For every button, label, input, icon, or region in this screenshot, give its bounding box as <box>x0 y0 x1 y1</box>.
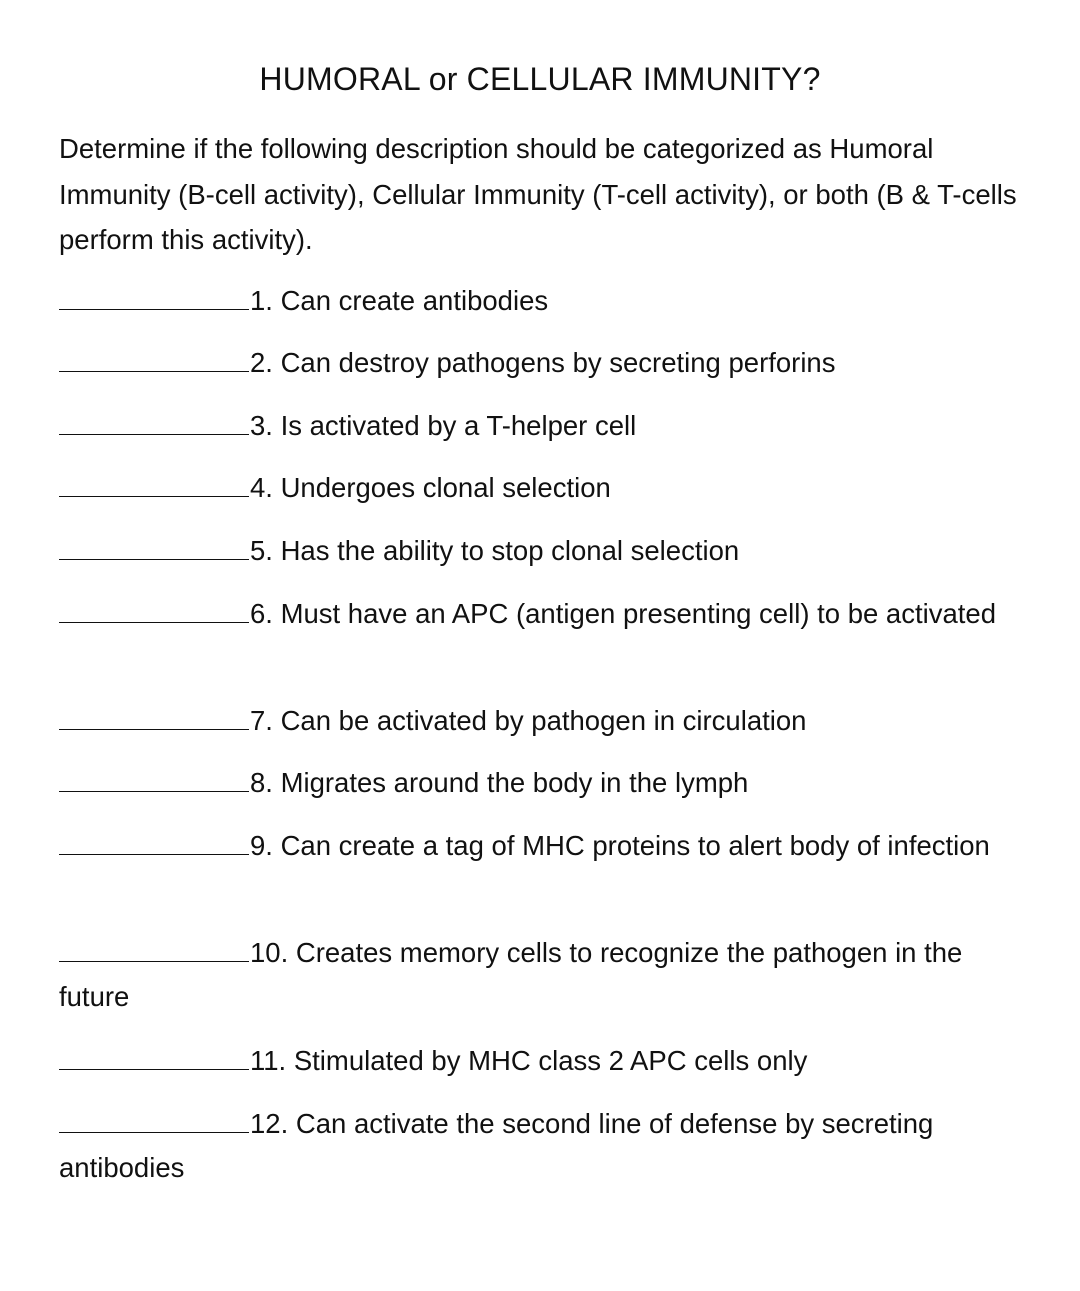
question-item <box>59 761 1034 805</box>
answer-blank[interactable] <box>59 466 249 497</box>
question-item <box>59 466 1034 510</box>
question-text: 3. Is activated by a T-helper cell <box>250 410 637 441</box>
instructions-paragraph: Determine if the following description should be categorized as Humoral Immunity (B-cell activity), Cellular Immunity (T-cell activity), or both (B & T-cells perform this activity). <box>59 133 1017 255</box>
answer-blank[interactable] <box>59 699 249 730</box>
question-item <box>59 529 1034 573</box>
question-item <box>59 824 1034 868</box>
question-text: 6. Must have an APC (antigen presenting cell) to be activated <box>250 598 996 629</box>
question-item <box>59 699 1034 743</box>
worksheet-title: HUMORAL or CELLULAR IMMUNITY? <box>259 61 821 97</box>
answer-blank[interactable] <box>59 404 249 435</box>
answer-blank[interactable] <box>59 1039 249 1070</box>
answer-blank[interactable] <box>59 1102 249 1133</box>
answer-blank[interactable] <box>59 341 249 372</box>
answer-blank[interactable] <box>59 529 249 560</box>
question-text: 12. Can activate the second line of defense by secreting antibodies <box>59 1108 934 1183</box>
question-text: 2. Can destroy pathogens by secreting perforins <box>250 347 836 378</box>
question-text: 10. Creates memory cells to recognize the pathogen in the future <box>59 937 963 1012</box>
answer-blank[interactable] <box>59 761 249 792</box>
question-item <box>59 404 1034 448</box>
question-item <box>59 931 1034 1019</box>
answer-blank[interactable] <box>59 592 249 623</box>
question-text: 1. Can create antibodies <box>250 285 549 316</box>
question-item <box>59 279 1034 323</box>
question-text: 7. Can be activated by pathogen in circulation <box>250 705 807 736</box>
question-text: 8. Migrates around the body in the lymph <box>250 767 749 798</box>
question-item <box>59 341 1034 385</box>
answer-blank[interactable] <box>59 824 249 855</box>
question-text: 11. Stimulated by MHC class 2 APC cells only <box>250 1045 808 1076</box>
question-item <box>59 1102 1034 1190</box>
question-text: 4. Undergoes clonal selection <box>250 472 611 503</box>
answer-blank[interactable] <box>59 279 249 310</box>
question-text: 5. Has the ability to stop clonal selection <box>250 535 740 566</box>
question-item <box>59 592 1034 636</box>
answer-blank[interactable] <box>59 931 249 962</box>
question-text: 9. Can create a tag of MHC proteins to alert body of infection <box>250 830 990 861</box>
question-item <box>59 1039 1034 1083</box>
